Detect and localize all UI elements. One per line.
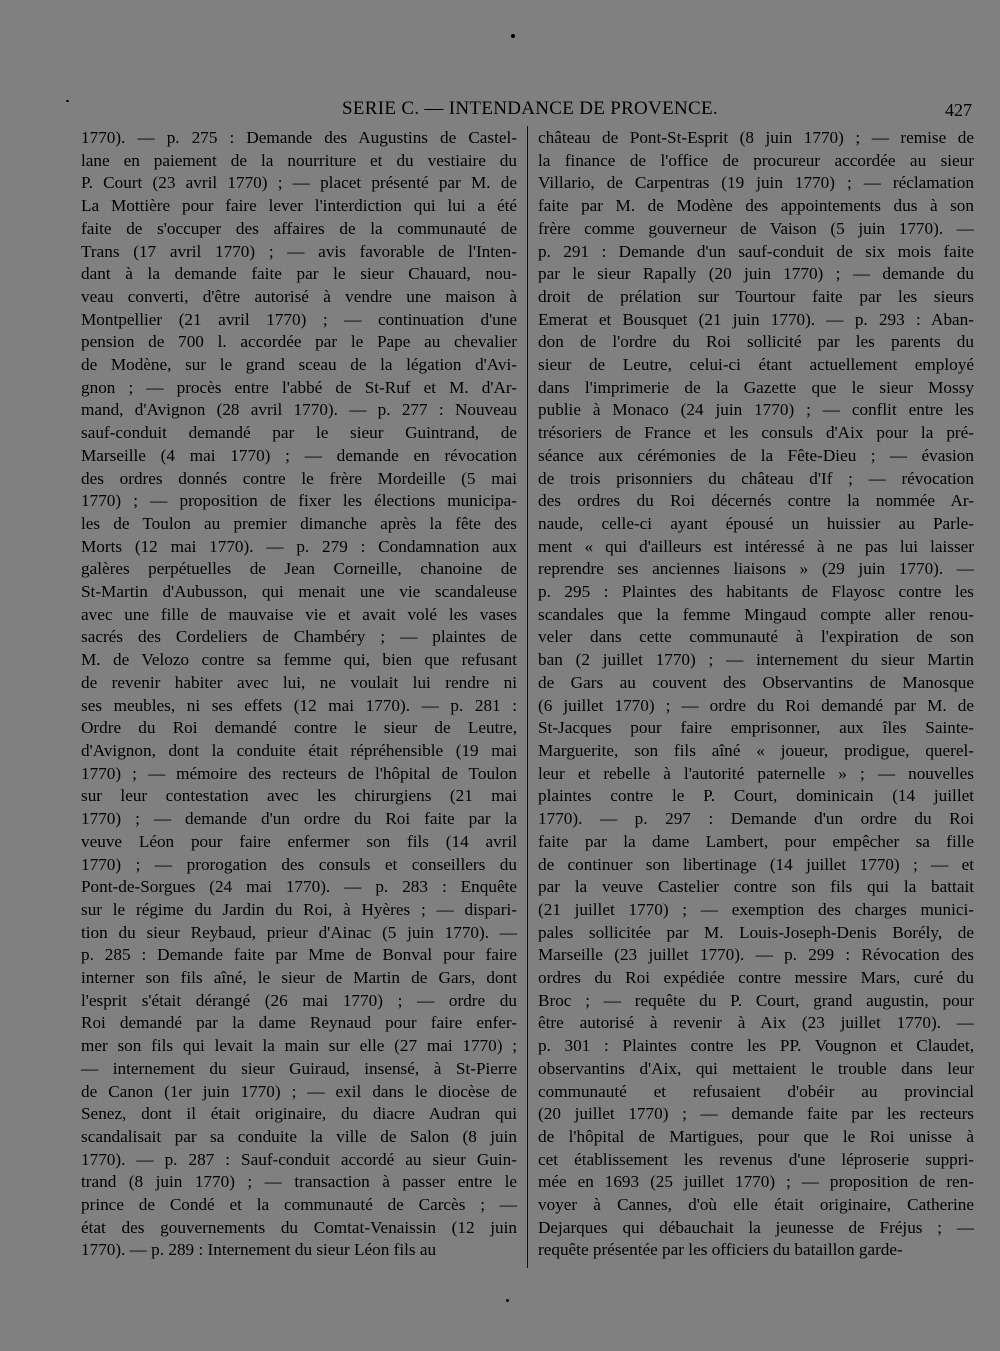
text-line: don de l'ordre du Roi sollicité par les parents du xyxy=(538,332,974,352)
text-line: de Canon (1er juin 1770) ; — exil dans le diocèse de xyxy=(81,1081,517,1101)
text-line: scandales que la femme Mingaud compte aller renou- xyxy=(538,604,974,624)
text-line: veau converti, d'être autorisé à vendre une maison à xyxy=(81,286,517,306)
text-line: gnon ; — procès entre l'abbé de St-Ruf et M. d'Ar- xyxy=(81,377,517,397)
text-line: Ordre du Roi demandé contre le sieur de Leutre, xyxy=(81,718,517,738)
text-line: plaintes contre le P. Court, dominicain (14 juillet xyxy=(538,786,974,806)
text-line: 1770). — p. 275 : Demande des Augustins de Castel- xyxy=(81,128,517,147)
text-line: trésoriers de France et les consuls d'Aix pour la pré- xyxy=(538,423,974,443)
text-line: sieur de Leutre, celui-ci étant actuellement employé xyxy=(538,355,974,375)
text-line: de trois prisonniers du château d'If ; — révocation xyxy=(538,468,974,488)
text-line: (21 juillet 1770) ; — exemption des charges munici- xyxy=(538,899,974,919)
text-line: Marseille (23 juillet 1770). — p. 299 : Révocation des xyxy=(538,945,974,965)
text-line: veuve Léon pour faire enfermer son fils (14 avril xyxy=(81,831,517,851)
text-line: Montpellier (21 avril 1770) ; — continuation d'une xyxy=(81,309,517,329)
text-line: ordres du Roi expédiée contre messire Mars, curé du xyxy=(538,968,974,988)
text-line: (6 juillet 1770) ; — ordre du Roi demandé par M. de xyxy=(538,695,974,715)
text-line: sacrés des Cordeliers de Chambéry ; — plaintes de xyxy=(81,627,517,647)
text-line: p. 301 : Plaintes contre les PP. Vougnon et Claudet, xyxy=(538,1036,974,1056)
text-line: cet établissement les revenus d'une léproserie suppri- xyxy=(538,1149,974,1169)
text-line: séance aux cérémonies de la Fête-Dieu ; — évasion xyxy=(538,445,974,465)
text-line: des ordres du Roi décernés contre la nommée Ar- xyxy=(538,491,974,511)
text-line: sauf-conduit demandé par le sieur Guintrand, de xyxy=(81,423,517,443)
text-line: Pont-de-Sorgues (24 mai 1770). — p. 283 : Enquête xyxy=(81,877,517,897)
text-line: La Mottière pour faire lever l'interdiction qui lui a été xyxy=(81,196,517,216)
text-line: faite par M. de Modène des appointements dus à son xyxy=(538,196,974,216)
column-divider xyxy=(527,126,528,1268)
page-number: 427 xyxy=(945,100,972,120)
text-line: être autorisé à revenir à Aix (23 juillet 1770). — xyxy=(538,1013,974,1033)
text-line: St-Martin d'Aubusson, qui menait une vie scandaleuse xyxy=(81,582,517,602)
text-line: faite par la dame Lambert, pour empêcher sa fille xyxy=(538,831,974,851)
text-line: ment « qui d'ailleurs est intéressé à ne pas lui laisser xyxy=(538,536,974,556)
text-line: M. de Velozo contre sa femme qui, bien que refusant xyxy=(81,650,517,670)
text-line: Broc ; — requête du P. Court, grand augustin, pour xyxy=(538,990,974,1010)
text-line: de l'hôpital de Martigues, pour que le Roi unisse à xyxy=(538,1126,974,1146)
text-line: la finance de l'office de procureur accordée au sieur xyxy=(538,150,974,170)
text-line: scandalisait par sa conduite la ville de Salon (8 juin xyxy=(81,1126,517,1146)
text-line: p. 285 : Demande faite par Mme de Bonval pour faire xyxy=(81,945,517,965)
text-line: observantins d'Aix, qui mettaient le trouble dans leur xyxy=(538,1058,974,1078)
text-line: pension de 700 l. accordée par le Pape au chevalier xyxy=(81,332,517,352)
text-line: avec une fille de mauvaise vie et avait volé les vases xyxy=(81,604,517,624)
text-line: de Modène, sur le grand sceau de la légation d'Avi- xyxy=(81,355,517,375)
text-line: Marseille (4 mai 1770) ; — demande en révocation xyxy=(81,445,517,465)
text-line: frère comme gouverneur de Vaison (5 juin 1770). — xyxy=(538,218,974,238)
text-line: dans l'imprimerie de la Gazette que le sieur Mossy xyxy=(538,377,974,397)
text-line: Roi demandé par la dame Reynaud pour faire enfer- xyxy=(81,1013,517,1033)
text-line: droit de prélation sur Tourtour faite par les sieurs xyxy=(538,286,974,306)
text-line: Emerat et Bousquet (21 juin 1770). — p. 293 : Aban- xyxy=(538,309,974,329)
text-line: les de Toulon au premier dimanche après la fête des xyxy=(81,513,517,533)
text-line: état des gouvernements du Comtat-Venaissin (12 juin xyxy=(81,1217,517,1237)
text-line: lane en paiement de la nourriture et du vestiaire du xyxy=(81,150,517,170)
scan-speck xyxy=(506,1299,509,1302)
text-line: Marguerite, son fils aîné « joueur, prodigue, querel- xyxy=(538,740,974,760)
text-line: publie à Monaco (24 juin 1770) ; — conflit entre les xyxy=(538,400,974,420)
page-header xyxy=(0,98,1000,124)
text-line: des ordres donnés contre le frère Mordeille (5 mai xyxy=(81,468,517,488)
text-line: de continuer son libertinage (14 juillet 1770) ; — et xyxy=(538,854,974,874)
text-line: Senez, dont il était originaire, du diacre Audran qui xyxy=(81,1104,517,1124)
text-line: requête présentée par les officiers du bataillon garde- xyxy=(538,1240,903,1260)
text-line: l'esprit s'était dérangé (26 mai 1770) ; — ordre du xyxy=(81,990,517,1010)
text-line: château de Pont-St-Esprit (8 juin 1770) ; — remise de xyxy=(538,128,974,147)
text-line: communauté et refusaient d'obéir au provincial xyxy=(538,1081,974,1101)
text-line: de Gars au couvent des Observantins de Manosque xyxy=(538,672,974,692)
text-line: Trans (17 avril 1770) ; — avis favorable de l'Inten- xyxy=(81,241,517,261)
right-column xyxy=(538,127,974,1262)
text-line: voyer à Cannes, d'où elle était originaire, Catherine xyxy=(538,1195,974,1215)
text-line: ses meubles, ni ses effets (12 mai 1770). — p. 281 : xyxy=(81,695,517,715)
text-line: dant à la demande faite par le sieur Chauard, nou- xyxy=(81,264,517,284)
text-line: par la veuve Castelier contre son fils qui la battait xyxy=(538,877,974,897)
text-line: interner son fils aîné, le sieur de Martin de Gars, dont xyxy=(81,968,517,988)
text-line: 1770) ; — proposition de fixer les élections municipa- xyxy=(81,491,517,511)
text-line: de revenir habiter avec lui, ne voulait lui rendre ni xyxy=(81,672,517,692)
text-line: veler dans cette communauté à l'expiration de son xyxy=(538,627,974,647)
text-line: mée en 1693 (25 juillet 1770) ; — proposition de ren- xyxy=(538,1172,974,1192)
text-line: mand, d'Avignon (28 avril 1770). — p. 277 : Nouveau xyxy=(81,400,517,420)
text-line: 1770) ; — mémoire des recteurs de l'hôpital de Toulon xyxy=(81,763,517,783)
text-line: p. 295 : Plaintes des habitants de Flayosc contre les xyxy=(538,582,974,602)
text-line: pales sollicitée par M. Louis-Joseph-Denis Borély, de xyxy=(538,922,974,942)
scan-speck xyxy=(511,34,515,38)
text-line: d'Avignon, dont la conduite était répréhensible (19 mai xyxy=(81,740,517,760)
text-line: 1770). — p. 289 : Internement du sieur Léon fils au xyxy=(81,1240,437,1260)
text-line: — internement du sieur Guiraud, insensé, à St-Pierre xyxy=(81,1058,517,1078)
text-line: sur le régime du Jardin du Roi, à Hyères ; — dispari- xyxy=(81,899,517,919)
text-line: 1770) ; — prorogation des consuls et conseillers du xyxy=(81,854,517,874)
text-line: sur leur contestation avec les chirurgiens (21 mai xyxy=(81,786,517,806)
text-line: Dejarques qui débauchait la jeunesse de Fréjus ; — xyxy=(538,1217,974,1237)
text-line: P. Court (23 avril 1770) ; — placet présenté par M. de xyxy=(81,173,517,193)
text-line: Morts (12 mai 1770). — p. 279 : Condamnation aux xyxy=(81,536,517,556)
text-line: par le sieur Rapally (20 juin 1770) ; — demande du xyxy=(538,264,974,284)
text-line: leur et rebelle à l'autorité paternelle » ; — nouvelles xyxy=(538,763,974,783)
text-line: tion du sieur Reybaud, prieur d'Ainac (5 juin 1770). — xyxy=(81,922,517,942)
text-line: naude, celle-ci ayant épousé un huissier au Parle- xyxy=(538,513,974,533)
text-line: mer son fils qui levait la main sur elle (27 mai 1770) ; xyxy=(81,1036,517,1056)
text-line: 1770). — p. 287 : Sauf-conduit accordé au sieur Guin- xyxy=(81,1149,517,1169)
text-line: reprendre ses anciennes liaisons » (29 juin 1770). — xyxy=(538,559,974,579)
text-line: prince de Condé et la communauté de Carcès ; — xyxy=(81,1195,517,1215)
running-title: SERIE C. — INTENDANCE DE PROVENCE. xyxy=(342,98,718,119)
text-line: St-Jacques pour faire emprisonner, aux îles Sainte- xyxy=(538,718,974,738)
text-line: Villario, de Carpentras (19 juin 1770) ; — réclamation xyxy=(538,173,974,193)
text-line: trand (8 juin 1770) ; — transaction à passer entre le xyxy=(81,1172,517,1192)
left-column xyxy=(81,127,517,1262)
text-line: p. 291 : Demande d'un sauf-conduit de six mois faite xyxy=(538,241,974,261)
text-line: ban (2 juillet 1770) ; — internement du sieur Martin xyxy=(538,650,974,670)
text-line: galères perpétuelles de Jean Corneille, chanoine de xyxy=(81,559,517,579)
text-line: 1770). — p. 297 : Demande d'un ordre du Roi xyxy=(538,809,974,829)
text-line: 1770) ; — demande d'un ordre du Roi faite par la xyxy=(81,809,517,829)
text-line: faite de s'occuper des affaires de la communauté de xyxy=(81,218,517,238)
text-line: (20 juillet 1770) ; — demande faite par les recteurs xyxy=(538,1104,974,1124)
